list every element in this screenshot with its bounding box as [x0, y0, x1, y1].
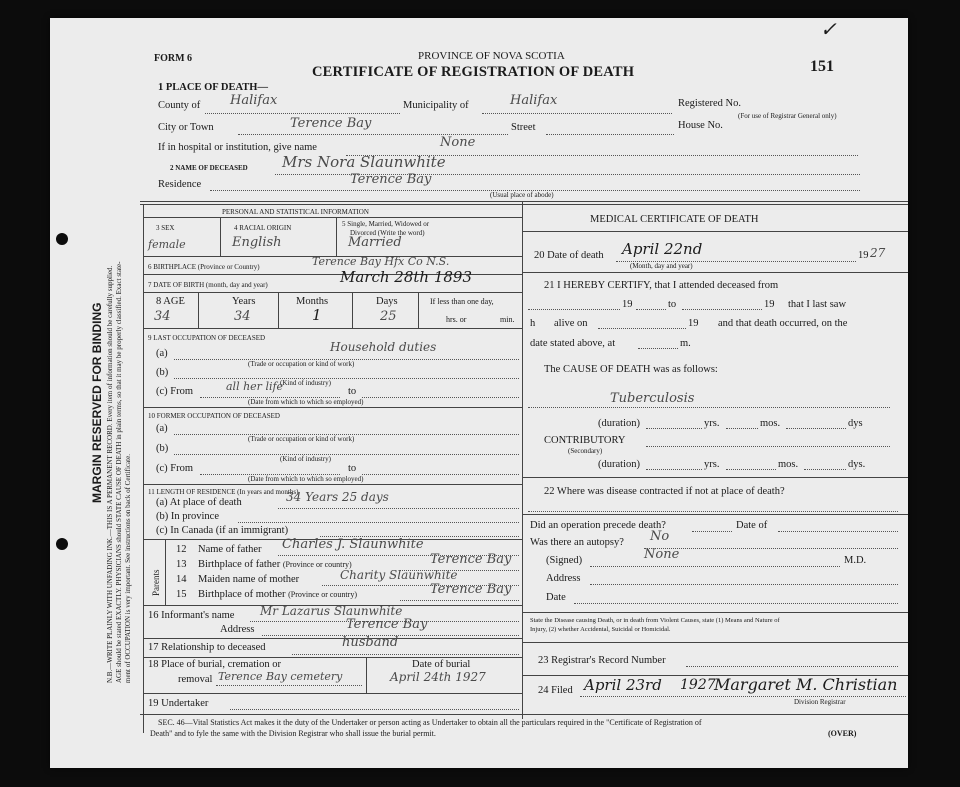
burial-date-label: Date of burial	[412, 659, 471, 670]
residence-province-label: (b) In province	[156, 511, 219, 522]
informant-address-value: Terence Bay	[346, 617, 428, 632]
age-value: 34	[154, 309, 171, 324]
dob-value: March 28th 1893	[340, 268, 473, 286]
check-mark: ✓	[820, 17, 837, 41]
death-date-value: April 22nd	[622, 240, 703, 258]
contrib-dys: dys.	[848, 459, 866, 470]
residence-label: Residence	[158, 179, 202, 190]
former-occ-from: (c) From	[156, 463, 194, 474]
residence-at-place-label: (a) At place of death	[156, 497, 242, 508]
residence-length-heading: 11 LENGTH OF RESIDENCE (In years and months)	[148, 488, 299, 496]
street-label: Street	[511, 122, 536, 133]
mother-label: Maiden name of mother	[198, 574, 300, 585]
marital-value: Married	[348, 235, 402, 250]
date-label: Date	[546, 592, 566, 603]
certify-line-1: 21 I HEREBY CERTIFY, that I attended deceased from	[544, 280, 779, 291]
death-year-prefix: 19	[858, 250, 869, 261]
certify-to: to	[668, 299, 677, 310]
months-value: 1	[312, 306, 322, 324]
margin-note-3: ment of OCCUPATION is very important. See instructions on back of Certificate.	[124, 454, 132, 683]
margin-binding-text: MARGIN RESERVED FOR BINDING	[90, 302, 104, 503]
parents-side-label: Parents	[151, 569, 161, 596]
sex-label: 3 SEX	[156, 224, 175, 232]
years-value: 34	[234, 309, 251, 324]
racial-label: 4 RACIAL ORIGIN	[234, 224, 292, 232]
personal-heading: PERSONAL AND STATISTICAL INFORMATION	[222, 208, 369, 216]
last-occ-employed-note: (Date from which to which so employed)	[248, 398, 364, 406]
father-num: 12	[176, 544, 187, 555]
division-registrar-label: Division Registrar	[794, 698, 846, 706]
last-occ-a-value: Household duties	[330, 340, 437, 354]
last-occ-b: (b)	[156, 367, 169, 378]
deceased-label: 2 NAME OF DECEASED	[170, 164, 248, 172]
form-number: FORM 6	[154, 53, 193, 64]
cause-label: The CAUSE OF DEATH was as follows:	[544, 364, 718, 375]
death-date-label: 20 Date of death	[534, 250, 604, 261]
alive-on: alive on	[554, 318, 588, 329]
hrs-label: hrs. or	[446, 315, 467, 324]
footer-sec-2: Death" and to fyle the same with the Division Registrar who shall issue the burial permit.	[150, 729, 436, 738]
city-label: City or Town	[158, 122, 214, 133]
former-occupation-heading: 10 FORMER OCCUPATION OF DECEASED	[148, 412, 280, 420]
former-occ-b: (b)	[156, 443, 169, 454]
certificate-title: CERTIFICATE OF REGISTRATION OF DEATH	[312, 64, 635, 80]
burial-label-1: 18 Place of burial, cremation or	[148, 659, 281, 670]
county-label: County of	[158, 100, 201, 111]
footer-over: (OVER)	[828, 729, 857, 738]
marital-label-2: Divorced (Write the word)	[350, 229, 425, 237]
md-label: M.D.	[844, 555, 867, 566]
house-no-label: House No.	[678, 120, 723, 131]
marital-label-1: 5 Single, Married, Widowed or	[342, 220, 430, 228]
alive-h: h	[530, 318, 536, 329]
former-occ-industry-note: (Kind of industry)	[280, 455, 331, 463]
residence-canada-label: (c) In Canada (if an immigrant)	[156, 525, 289, 536]
date-stated-above: date stated above, at	[530, 338, 616, 349]
cause-value: Tuberculosis	[610, 391, 695, 406]
contributory-label: CONTRIBUTORY	[544, 435, 626, 446]
certificate-number: 151	[810, 58, 834, 75]
alive-occurred: and that death occurred, on the	[718, 318, 848, 329]
residence-note: (Usual place of abode)	[490, 191, 554, 199]
municipality-value: Halifax	[510, 93, 558, 108]
mother-value: Charity Slaunwhite	[340, 568, 458, 582]
former-occ-trade-note: (Trade or occupation or kind of work)	[248, 435, 355, 443]
burial-label-2: removal	[178, 674, 213, 685]
relationship-value: husband	[342, 635, 399, 650]
mother-num: 14	[176, 574, 187, 585]
contrib-duration: (duration)	[598, 459, 640, 470]
former-occ-a: (a)	[156, 423, 168, 434]
cause-dys: dys	[848, 418, 863, 429]
fbirth-label: Birthplace of father (Province or country)	[198, 559, 352, 570]
last-occ-a: (a)	[156, 348, 168, 359]
municipality-label: Municipality of	[403, 100, 469, 111]
footer-sec-1: SEC. 46—Vital Statistics Act makes it the duty of the Undertaker or person acting as Undertaker to obtain all the particulars required in the "Certificate of Registration of	[158, 718, 702, 727]
father-label: Name of father	[198, 544, 262, 555]
operation-label: Did an operation precede death?	[530, 520, 666, 531]
informant-address-label: Address	[220, 624, 255, 635]
autopsy-label: Was there an autopsy?	[530, 537, 624, 548]
city-value: Terence Bay	[290, 116, 372, 131]
registered-no-note: (For use of Registrar General only)	[738, 112, 837, 120]
address-label: Address	[546, 573, 581, 584]
residence-at-place-value: 34 Years 25 days	[286, 490, 389, 504]
father-value: Charles J. Slaunwhite	[282, 537, 424, 552]
county-value: Halifax	[230, 93, 278, 108]
place-of-death-heading: 1 PLACE OF DEATH—	[158, 82, 268, 93]
birthplace-value: Terence Bay Hfx Co N.S.	[312, 255, 450, 268]
dob-label: 7 DATE OF BIRTH (month, day and year)	[148, 281, 268, 289]
margin-note-1: N.B.—WRITE PLAINLY WITH UNFADING INK.—THIS IS A PERMANENT RECORD. Every item of information should be carefully supplied.	[106, 265, 114, 683]
time-m: m.	[680, 338, 691, 349]
last-occ-to: to	[348, 386, 357, 397]
province-title: PROVINCE OF NOVA SCOTIA	[418, 50, 565, 62]
alive-19: 19	[688, 318, 699, 329]
lessday-label: If less than one day,	[430, 297, 494, 306]
certify-19a: 19	[622, 299, 633, 310]
former-occ-to: to	[348, 463, 357, 474]
filed-label: 24 Filed	[538, 685, 573, 696]
mbirth-num: 15	[176, 589, 187, 600]
informant-value: Mr Lazarus Slaunwhite	[260, 604, 403, 618]
margin-note-2: AGE should be stated EXACTLY. PHYSICIANS should STATE CAUSE OF DEATH in plain terms, so that it may be properly classified. Exact state-	[115, 261, 123, 683]
punch-hole-bottom	[56, 538, 68, 550]
cause-duration: (duration)	[598, 418, 640, 429]
contrib-mos: mos.	[778, 459, 799, 470]
mbirth-value: Terence Bay	[430, 582, 512, 597]
informant-label: 16 Informant's name	[148, 610, 235, 621]
signed-value: None	[644, 547, 680, 562]
medical-heading: MEDICAL CERTIFICATE OF DEATH	[590, 214, 759, 225]
death-year-value: 27	[870, 246, 886, 260]
burial-date-value: April 24th 1927	[390, 670, 486, 684]
registrar-signature: Margaret M. Christian	[714, 675, 898, 694]
hospital-label: If in hospital or institution, give name	[158, 142, 317, 153]
deceased-value: Mrs Nora Slaunwhite	[282, 153, 446, 171]
signed-label: (Signed)	[546, 555, 583, 566]
q22-label: 22 Where was disease contracted if not at place of death?	[544, 486, 785, 497]
hospital-value: None	[440, 135, 476, 150]
years-label: Years	[232, 296, 256, 307]
birthplace-label: 6 BIRTHPLACE (Province or Country)	[148, 263, 260, 271]
contributory-secondary: (Secondary)	[568, 447, 603, 455]
relationship-label: 17 Relationship to deceased	[148, 642, 266, 653]
operation-date-label: Date of	[736, 520, 768, 531]
residence-value: Terence Bay	[350, 172, 432, 187]
undertaker-label: 19 Undertaker	[148, 698, 209, 709]
contrib-yrs: yrs.	[704, 459, 720, 470]
last-occ-from-value: all her life	[226, 380, 284, 393]
months-label: Months	[296, 296, 329, 307]
death-certificate-paper	[50, 18, 908, 768]
racial-value: English	[232, 235, 282, 250]
registered-no-label: Registered No.	[678, 98, 741, 109]
death-date-note: (Month, day and year)	[630, 262, 693, 270]
violent-note-2: Injury, (2) whether Accidental, Suicidal or Homicidal.	[530, 626, 671, 633]
former-occ-employed-note: (Date from which to which so employed)	[248, 475, 364, 483]
min-label: min.	[500, 315, 515, 324]
fbirth-num: 13	[176, 559, 187, 570]
autopsy-value: No	[650, 529, 670, 544]
burial-value: Terence Bay cemetery	[218, 670, 343, 683]
record-number-label: 23 Registrar's Record Number	[538, 655, 666, 666]
certify-last-saw: that I last saw	[788, 299, 847, 310]
cause-mos: mos.	[760, 418, 781, 429]
filed-year: 1927	[680, 677, 716, 693]
punch-hole-top	[56, 233, 68, 245]
mbirth-label: Birthplace of mother (Province or country)	[198, 589, 357, 600]
last-occupation-heading: 9 LAST OCCUPATION OF DECEASED	[148, 334, 266, 342]
fbirth-value: Terence Bay	[430, 552, 512, 567]
violent-note-1: State the Disease causing Death, or in death from Violent Causes, state (1) Means and Nature of	[530, 617, 780, 624]
last-occ-trade-note: (Trade or occupation or kind of work)	[248, 360, 355, 368]
sex-value: female	[148, 238, 186, 251]
age-label: 8 AGE	[156, 296, 185, 307]
last-occ-from: (c) From	[156, 386, 194, 397]
days-value: 25	[380, 309, 397, 324]
last-occ-industry-note: (Kind of industry)	[280, 379, 331, 387]
filed-value: April 23rd	[584, 676, 662, 694]
days-label: Days	[376, 296, 398, 307]
certify-19b: 19	[764, 299, 775, 310]
cause-yrs: yrs.	[704, 418, 720, 429]
